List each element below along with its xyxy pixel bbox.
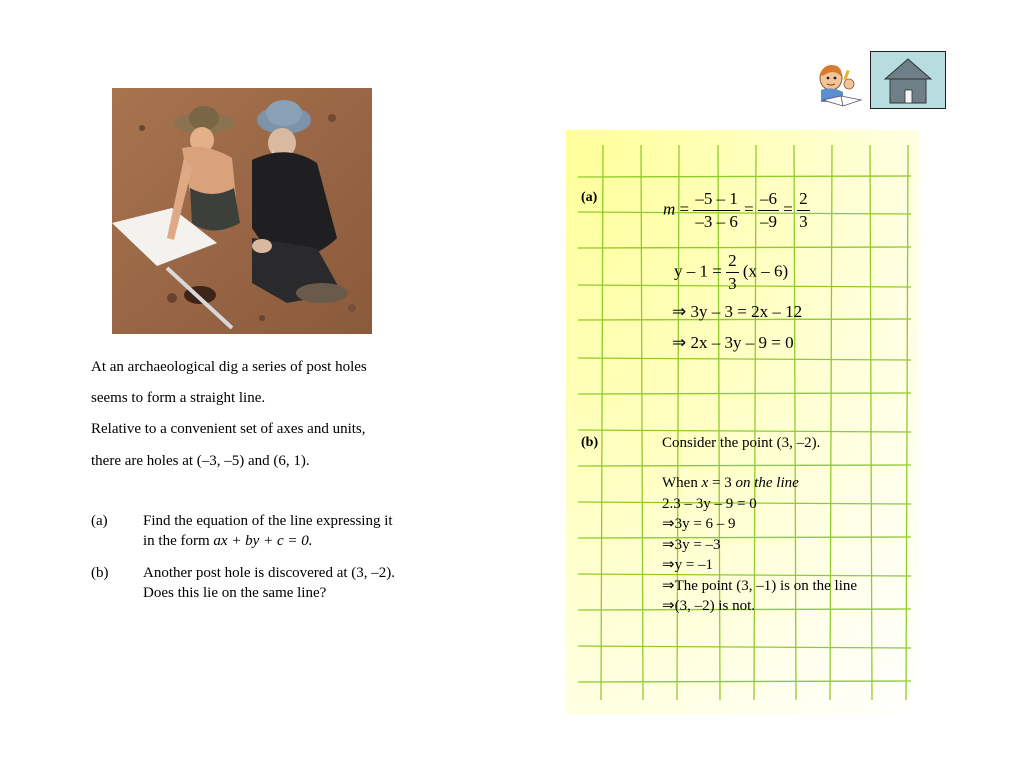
part-a-line2 <box>143 531 393 551</box>
when-x: x <box>701 475 709 491</box>
when-pre: When <box>662 475 702 491</box>
slope-eq-1: = <box>679 199 690 219</box>
frac1-den: –3 – 6 <box>695 212 738 231</box>
home-icon <box>871 52 945 108</box>
slope-m: m <box>663 199 676 219</box>
b-line-5: ⇒The point (3, –1) is on the line <box>662 578 858 594</box>
grid-vertical-line <box>870 145 872 700</box>
when-post: on the line <box>735 475 799 491</box>
point-slope-fraction <box>726 250 739 295</box>
consider-line: Consider the point (3, –2). <box>662 435 821 451</box>
frac3-num: 2 <box>797 188 810 211</box>
step-3: ⇒ 2x – 3y – 9 = 0 <box>672 333 794 352</box>
answer-panel <box>566 130 919 715</box>
slope-eq-3: = <box>783 199 793 219</box>
archaeology-photo <box>112 88 372 334</box>
grid-horizontal-line <box>578 646 911 648</box>
grid-horizontal-line <box>578 465 911 466</box>
intro-line-3: Relative to a convenient set of axes and units, <box>91 421 366 437</box>
b-line-3: ⇒3y = –3 <box>662 537 721 553</box>
grid-horizontal-line <box>578 393 911 394</box>
ps-den: 3 <box>728 274 737 293</box>
step-2: ⇒ 3y – 3 = 2x – 12 <box>672 302 803 321</box>
frac3-den: 3 <box>799 212 808 231</box>
intro-line-1: At an archaeological dig a series of post holes <box>91 359 367 375</box>
slope-fraction-1 <box>693 188 740 233</box>
grid-vertical-line <box>830 145 832 700</box>
slope-fraction-3 <box>797 188 810 233</box>
slope-fraction-2 <box>758 188 779 233</box>
part-b-line1: Another post hole is discovered at (3, –2). <box>143 565 396 581</box>
b-line-2: ⇒3y = 6 – 9 <box>662 516 736 532</box>
grid-horizontal-line <box>578 247 911 248</box>
intro-line-2: seems to form a straight line. <box>91 390 266 406</box>
part-b-label: (b) <box>91 565 109 581</box>
part-a-line2-math: ax + by + c = 0. <box>213 533 313 549</box>
slope-equation <box>663 188 810 233</box>
student-reading-icon[interactable] <box>815 60 863 110</box>
home-button[interactable] <box>870 51 946 109</box>
grid-vertical-line <box>601 145 603 700</box>
grid-vertical-line <box>641 145 643 700</box>
frac1-num: –5 – 1 <box>693 188 740 211</box>
point-slope-right: (x – 6) <box>742 261 789 281</box>
grid-horizontal-line <box>578 358 911 360</box>
b-line-4: ⇒y = –1 <box>662 557 714 573</box>
part-a-text <box>143 511 393 551</box>
when-line <box>662 473 799 494</box>
grid-horizontal-line <box>578 537 911 538</box>
point-slope-equation <box>674 250 788 295</box>
part-a-line1: Find the equation of the line expressing it <box>143 513 393 529</box>
part-a-line2-text: in the form <box>143 533 214 549</box>
when-mid: = 3 <box>708 475 736 491</box>
b-line-1: 2.3 – 3y – 9 = 0 <box>662 496 757 512</box>
grid-horizontal-line <box>578 176 911 177</box>
frac2-num: –6 <box>758 188 779 211</box>
answer-b-label: (b) <box>581 435 599 450</box>
part-b-line2: Does this lie on the same line? <box>143 585 327 601</box>
part-b-text <box>143 563 395 603</box>
grid-vertical-line <box>906 145 908 700</box>
frac2-den: –9 <box>759 212 777 231</box>
ps-num: 2 <box>726 250 739 273</box>
grid-horizontal-line <box>578 430 911 432</box>
answer-a-label: (a) <box>581 190 598 205</box>
b-line-6: ⇒(3, –2) is not. <box>662 598 755 614</box>
part-a-label: (a) <box>91 513 108 529</box>
slope-eq-2: = <box>744 199 754 219</box>
grid-horizontal-line <box>578 681 911 682</box>
intro-line-4: there are holes at (–3, –5) and (6, 1). <box>91 453 310 469</box>
point-slope-left: y – 1 = <box>674 261 722 281</box>
